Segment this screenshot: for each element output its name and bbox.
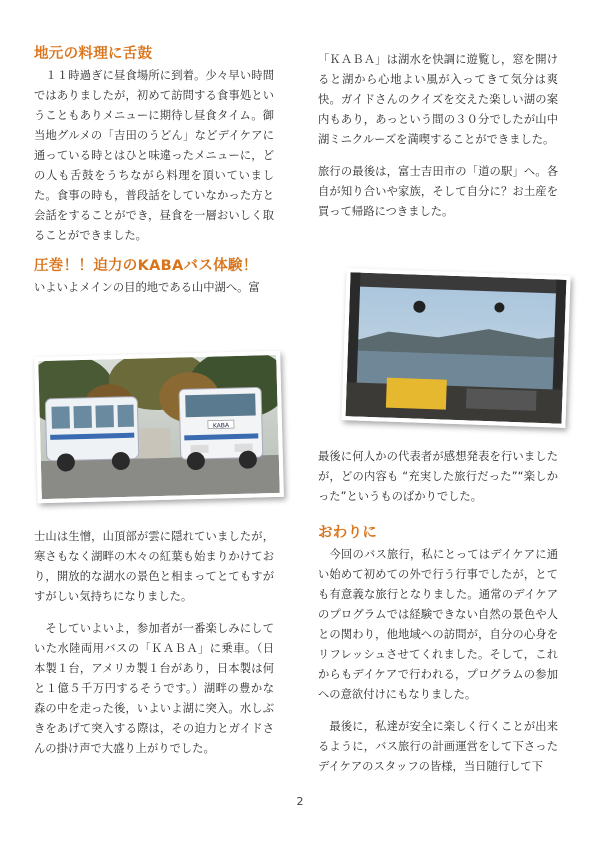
bus-plate-text: KABA	[212, 422, 230, 430]
section-title-kaba-bus: 圧巻！！迫力のKABAバス体験！	[34, 258, 258, 274]
section-para-kaba-ride: そしていよいよ，参加者が一番楽しみにしていた水陸両用バスの「ＫＡＢＡ」に乗車。（日本製１台，アメリカ製１台があり，日本製は何と１億５千万円するそうです。）湖畔の豊かな森の中を走った後，いよいよ湖に突入。水しぶきをあげて突入する際は，その迫力とガイドさんの掛け声で大盛り上がりでした。	[34, 622, 274, 755]
section-title-conclusion: おわりに	[318, 525, 378, 541]
lake-view-image	[346, 272, 567, 423]
left-column	[34, 42, 274, 298]
section-body-conclusion: 今回のバス旅行，私にとってはデイケアに通い始めて初めての外で行う行事でしたが，とても有意義な旅行となりました。通常のデイケアのプログラムでは経験できない自然の景色や人との関わり，他地域への訪問が，自分の心身をリフレッシュさせてくれました。そして，これからもデイケアで行われる，プログラムの参加への意欲付けにもなりました。	[318, 548, 558, 701]
photo-lake-view	[341, 268, 570, 428]
section-intro-kaba-bus: いよいよメインの目的地である山中湖へ。富	[34, 281, 260, 294]
section-title-local-food: 地元の料理に舌鼓	[34, 46, 153, 62]
kaba-buses-image	[38, 355, 280, 499]
para-impressions: 最後に何人かの代表者が感想発表を行いましたが，どの内容も “充実した旅行だった”“楽しかった”というものばかりでした。	[318, 450, 558, 503]
right-column	[318, 50, 558, 222]
para-michi-no-eki: 旅行の最後は，富士吉田市の「道の駅」へ。各自が知り合いや家族，そして自分に？お土産を買って帰路につきました。	[318, 165, 558, 218]
section-body-thanks: 最後に，私達が安全に楽しく行くことが出来るように，バス旅行の計画運営をして下さったデイケアのスタッフの皆様，当日随行して下	[318, 720, 558, 773]
section-body-local-food: １１時過ぎに昼食場所に到着。少々早い時間ではありましたが，初めて訪問する食事処ということもありメニューに期待し昼食タイム。御当地グルメの「吉田のうどん」などデイケアに通っている時とはひと味違ったメニューに，どの人も舌鼓をうちながら料理を頂いていました。食事の時も，普段話をしていなかった方と会話をすることができ，昼食を一層おいしく取ることができました。	[34, 69, 274, 242]
photo-kaba-buses	[34, 351, 284, 503]
section-cont-kaba-bus: 士山は生憎，山頂部が雲に隠れていましたが，寒さもなく湖畔の木々の紅葉も始まりかけており，開放的な湖水の景色と相まってとてもすがすがしい気持ちになりました。	[34, 530, 274, 603]
para-lake-cruise: 「ＫＡＢＡ」は湖水を快調に遊覧し，窓を開けると湖から心地よい風が入ってきて気分は爽快。ガイドさんのクイズを交えた楽しい湖の案内もあり，あっという間の３０分でしたが山中湖ミニクルーズを満喫することができました。	[318, 53, 558, 146]
left-column-lower	[34, 527, 274, 759]
right-column-lower	[318, 447, 558, 777]
page-number: 2	[296, 795, 304, 808]
